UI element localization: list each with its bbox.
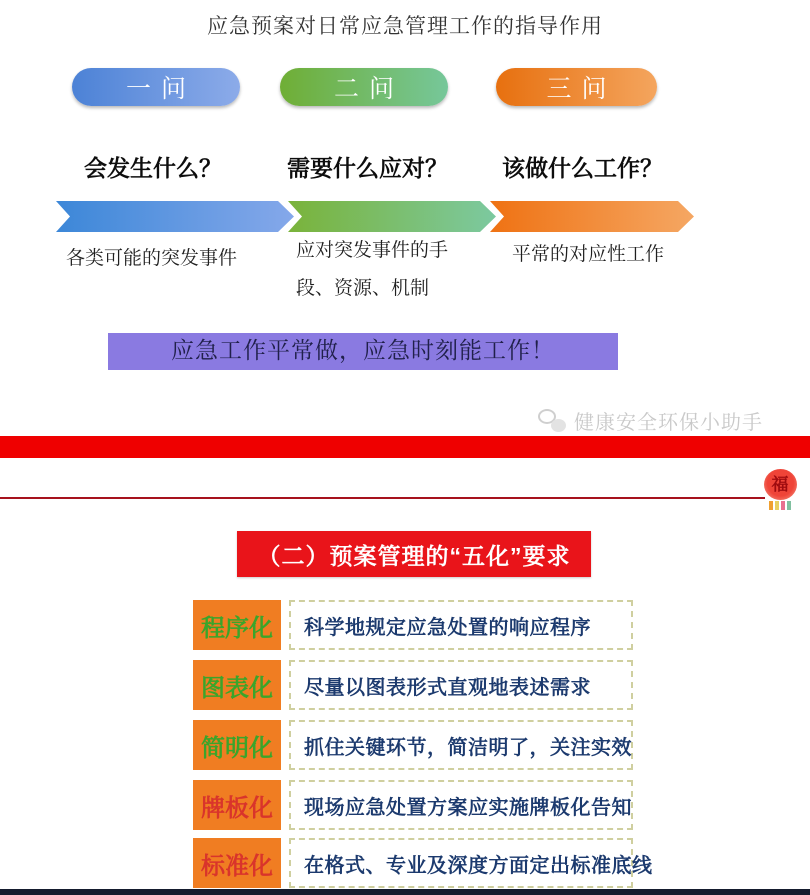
- row-label-paibanhua: 牌板化: [193, 780, 281, 830]
- chevron-arrow-1: [56, 201, 294, 232]
- slide1-title: 应急预案对日常应急管理工作的指导作用: [207, 15, 603, 38]
- row-label-tubiaohua: 图表化: [193, 660, 281, 710]
- question-3: 该做什么工作？: [502, 155, 663, 181]
- summary-banner: 应急工作平常做，应急时刻能工作！: [108, 333, 618, 370]
- row-description: 在格式、专业及深度方面定出标准底线: [289, 838, 633, 888]
- wuhua-row-3: [193, 720, 633, 770]
- row-description: 抓住关键环节，简洁明了，关注实效: [289, 720, 633, 770]
- red-divider-bar: [0, 436, 810, 458]
- chevron-arrow-2: [288, 201, 496, 232]
- row-description: 现场应急处置方案应实施牌板化告知: [289, 780, 633, 830]
- fu-tassels: [761, 501, 799, 510]
- pill-two: 二问: [280, 68, 448, 106]
- pill-one: 一问: [72, 68, 240, 106]
- wuhua-row-5: [193, 838, 653, 888]
- row-label-jianminghua: 简明化: [193, 720, 281, 770]
- wuhua-row-1: [193, 600, 633, 650]
- wechat-icon: [538, 408, 568, 434]
- slide2-title: （二）预案管理的“五化”要求: [237, 531, 591, 577]
- wuhua-row-4: [193, 780, 633, 830]
- question-2: 需要什么应对？: [287, 155, 448, 181]
- question-1: 会发生什么？: [84, 155, 222, 181]
- fu-character: 福: [764, 469, 797, 500]
- fu-ornament-icon: [761, 469, 799, 510]
- watermark: [538, 406, 763, 435]
- row-label-chengxuhua: 程序化: [193, 600, 281, 650]
- chevron-arrow-3: [490, 201, 694, 232]
- column-description-1: 各类可能的突发事件: [66, 248, 238, 269]
- watermark-text: 健康安全环保小助手: [574, 412, 763, 434]
- column-description-2: 应对突发事件的手段、资源、机制: [296, 240, 449, 299]
- thin-divider-line: [0, 497, 765, 499]
- row-description: 科学地规定应急处置的响应程序: [289, 600, 633, 650]
- pill-three: 三问: [496, 68, 657, 106]
- column-description-3: 平常的对应性工作: [512, 244, 665, 265]
- bottom-bar: [0, 889, 810, 895]
- row-description: 尽量以图表形式直观地表述需求: [289, 660, 633, 710]
- row-label-biaozhunhua: 标准化: [193, 838, 281, 888]
- wuhua-row-2: [193, 660, 633, 710]
